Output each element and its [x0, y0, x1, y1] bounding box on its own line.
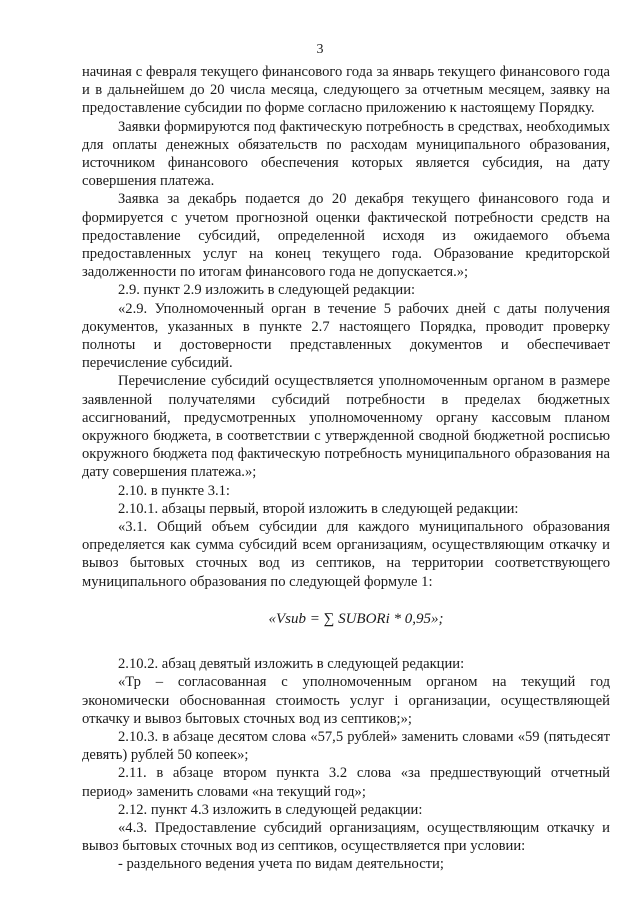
paragraph-item-2-10: 2.10. в пункте 3.1: — [118, 482, 230, 499]
paragraph-condition-item: - раздельного ведения учета по видам деятельности; — [118, 856, 444, 873]
document-body — [82, 63, 610, 874]
paragraph-item-2-10-1: 2.10.1. абзацы первый, второй изложить в следующей редакции: — [118, 500, 519, 517]
page-number: 3 — [316, 42, 324, 57]
paragraph-clause-3-1: «3.1. Общий объем субсидии для каждого муниципального образования определяется как сумма субсидий всем организациям, осуществляющим откачку и вывоз бытовых сточных вод из септиков, на территории соответствующего муниципального образования по следующей формуле 1: — [82, 519, 610, 590]
formula-1: «Vsub = ∑ SUBORi * 0,95»; — [268, 610, 444, 627]
paragraph-item-2-10-2: 2.10.2. абзац девятый изложить в следующей редакции: — [118, 656, 465, 673]
paragraph-item-2-10-3: 2.10.3. в абзаце десятом слова «57,5 рублей» заменить словами «59 (пятьдесят девять) рублей 50 копеек»; — [82, 728, 610, 764]
paragraph-requests: Заявки формируются под фактическую потребность в средствах, необходимых для оплаты денежных обязательств по расходам муниципального образования, источником финансового обеспечения которых является субсидия, на дату совершения платежа. — [82, 118, 610, 190]
paragraph-tr-definition: «Тр – согласованная с уполномоченным органом на текущий год экономически обоснованная стоимость услуг i организации, осуществляющей откачку и вывоз бытовых сточных вод из септиков;»; — [82, 674, 610, 727]
paragraph-continuation: начиная с февраля текущего финансового года за январь текущего финансового года и в дальнейшем до 20 числа месяца, следующего за отчетным месяцем, заявку на предоставление субсидии по форме согласно приложению к настоящему Порядку. — [82, 64, 610, 117]
paragraph-clause-2-9: «2.9. Уполномоченный орган в течение 5 рабочих дней с даты получения документов, указанных в пункте 2.7 настоящего Порядка, проводит проверку полноты и достоверности представленных документов и обеспечивает перечисление субсидий. — [82, 300, 610, 372]
paragraph-item-2-12: 2.12. пункт 4.3 изложить в следующей редакции: — [118, 801, 423, 818]
paragraph-item-2-11: 2.11. в абзаце втором пункта 3.2 слова «за предшествующий отчетный период» заменить словами «на текущий год»; — [82, 765, 610, 800]
paragraph-clause-4-3: «4.3. Предоставление субсидий организациям, осуществляющим откачку и вывоз бытовых сточных вод из септиков, осуществляется при условии: — [82, 819, 610, 855]
paragraph-transfer: Перечисление субсидий осуществляется уполномоченным органом в размере заявленной получателями субсидий потребности в пределах бюджетных ассигнований, предусмотренных уполномоченному органу кассовым планом окружного бюджета, в соответствии с утвержденной сводной бюджетной росписью окружного бюджета под фактическую потребность муниципального образования на дату совершения платежа.»; — [82, 373, 610, 481]
paragraph-december-request: Заявка за декабрь подается до 20 декабря текущего финансового года и формируется с учетом прогнозной оценки фактической потребности средств на предоставление субсидий, определенной исходя из ожидаемого объема предоставленных услуг на конец текущего года. Образование кредиторской задолженности по итогам финансового года не допускается.»; — [82, 191, 610, 281]
paragraph-item-2-9: 2.9. пункт 2.9 изложить в следующей редакции: — [118, 282, 416, 299]
